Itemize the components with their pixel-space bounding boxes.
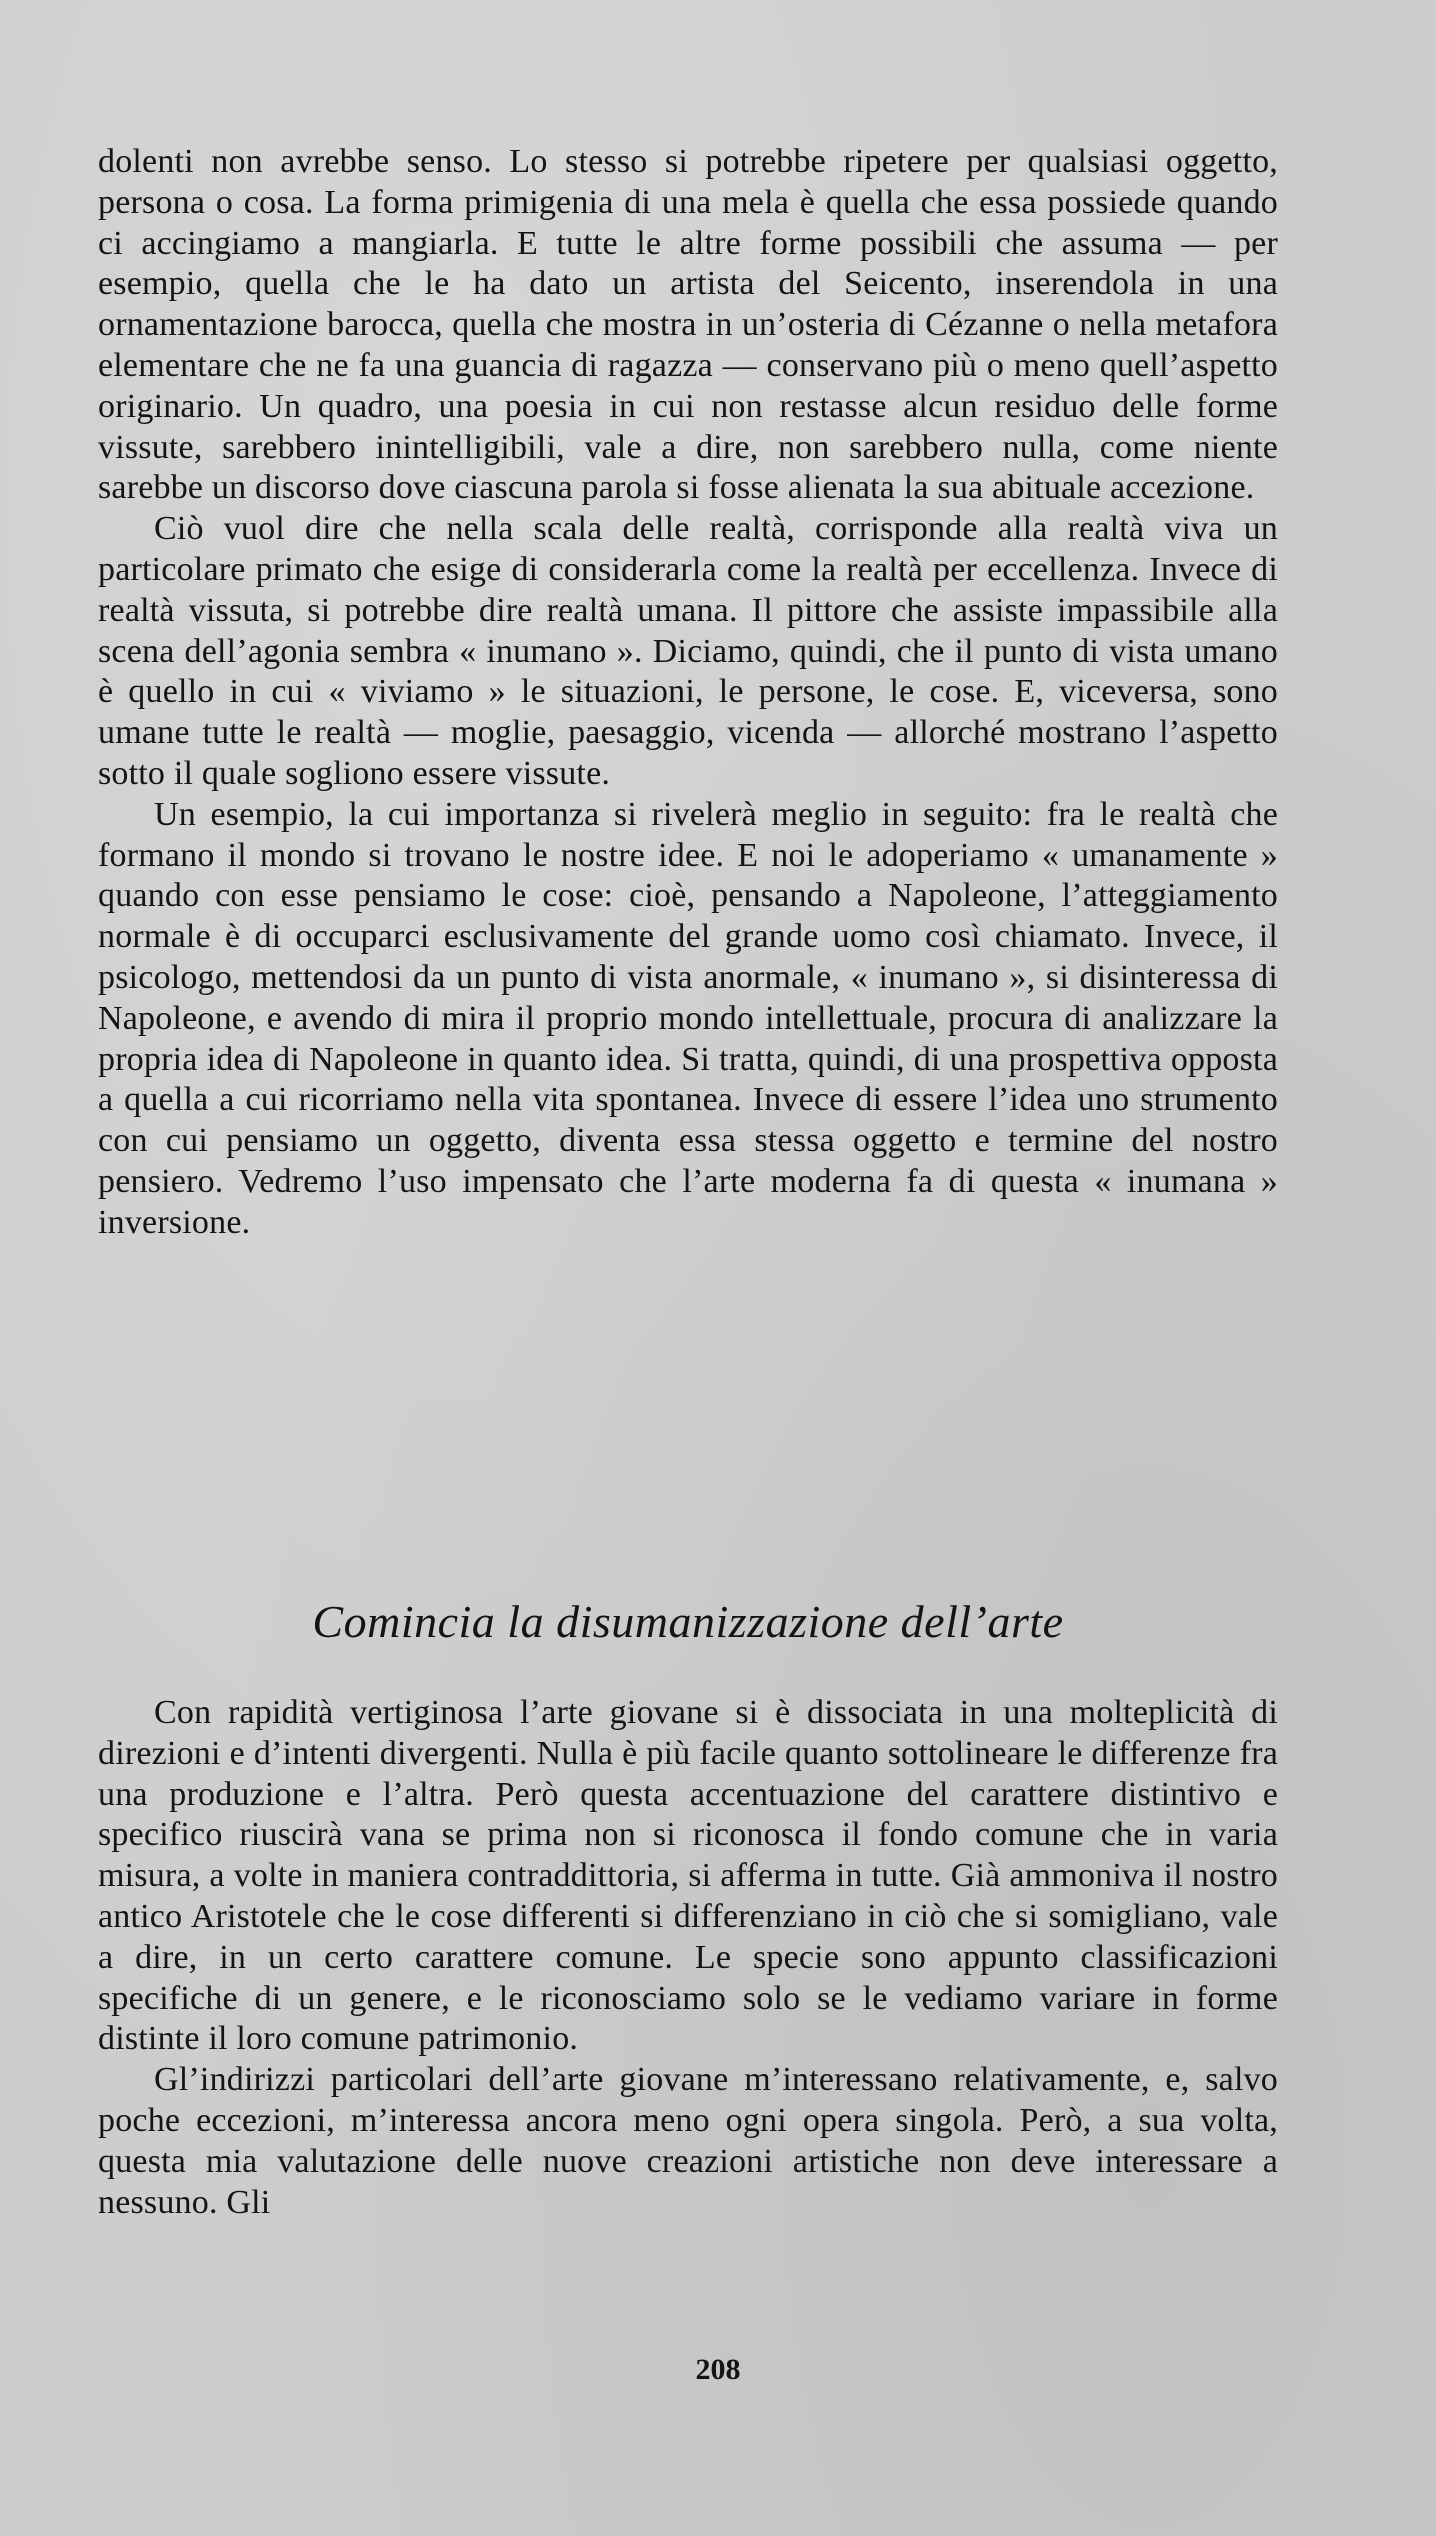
- body-text-upper: [98, 142, 1278, 1244]
- paragraph: Gl’indirizzi particolari dell’arte giovane m’interessano relativamente, e, salvo poche eccezioni, m’interessa ancora meno ogni opera singola. Però, a sua volta, questa mia valutazione delle nuove creazioni artistiche non deve interessare a nessuno. Gli: [98, 2061, 1278, 2221]
- page-number: 208: [695, 2353, 741, 2386]
- paragraph: dolenti non avrebbe senso. Lo stesso si potrebbe ripetere per qualsiasi oggetto, persona o cosa. La forma primigenia di una mela è quella che essa possiede quando ci accingiamo a mangiarla. E tutte le altre forme possibili che assuma — per esempio, quella che le ha dato un artista del Seicento, inserendola in una ornamentazione barocca, quella che mostra in un’osteria di Cézanne o nella metafora elementare che ne fa una guancia di ragazza — conservano più o meno quell’aspetto originario. Un quadro, una poesia in cui non restasse alcun residuo delle forme vissute, sarebbero inintelligibili, vale a dire, non sarebbero nulla, come niente sarebbe un discorso dove ciascuna parola si fosse alienata la sua abituale accezione.: [98, 143, 1278, 507]
- section-heading: Comincia la disumanizzazione dell’arte: [312, 1596, 1064, 1647]
- paragraph: Ciò vuol dire che nella scala delle realtà, corrisponde alla realtà viva un particolare primato che esige di considerarla come la realtà per eccellenza. Invece di realtà vissuta, si potrebbe dire realtà umana. Il pittore che assiste impassibile alla scena dell’agonia sembra « inumano ». Diciamo, quindi, che il punto di vista umano è quello in cui « viviamo » le situazioni, le persone, le cose. E, viceversa, sono umane tutte le realtà — moglie, paesaggio, vicenda — allorché mostrano l’aspetto sotto il quale sogliono essere vissute.: [98, 510, 1278, 792]
- paragraph: Un esempio, la cui importanza si rivelerà meglio in seguito: fra le realtà che formano il mondo si trovano le nostre idee. E noi le adoperiamo « umanamente » quando con esse pensiamo le cose: cioè, pensando a Napoleone, l’atteggiamento normale è di occuparci esclusivamente del grande uomo così chiamato. Invece, il psicologo, mettendosi da un punto di vista anormale, « inumano », si disinteressa di Napoleone, e avendo di mira il proprio mondo intellettuale, procura di analizzare la propria idea di Napoleone in quanto idea. Si tratta, quindi, di una prospettiva opposta a quella a cui ricorriamo nella vita spontanea. Invece di essere l’idea uno strumento con cui pensiamo un oggetto, diventa essa stessa oggetto e termine del nostro pensiero. Vedremo l’uso impensato che l’arte moderna fa di questa « inumana » inversione.: [98, 795, 1278, 1241]
- paragraph: Con rapidità vertiginosa l’arte giovane si è dissociata in una molteplicità di direzioni e d’intenti divergenti. Nulla è più facile quanto sottolineare le differenze fra una produzione e l’altra. Però questa accentuazione del carattere distintivo e specifico riuscirà vana se prima non si riconosca il fondo comune che in varia misura, a volte in maniera contraddittoria, si afferma in tutte. Già ammoniva il nostro antico Aristotele che le cose differenti si differenziano in ciò che si somigliano, vale a dire, in un certo carattere comune. Le specie sono appunto classificazioni specifiche di un genere, e le riconosciamo solo se le vediamo variare in forme distinte il loro comune patrimonio.: [98, 1694, 1278, 2058]
- body-text-lower: [98, 1693, 1278, 2223]
